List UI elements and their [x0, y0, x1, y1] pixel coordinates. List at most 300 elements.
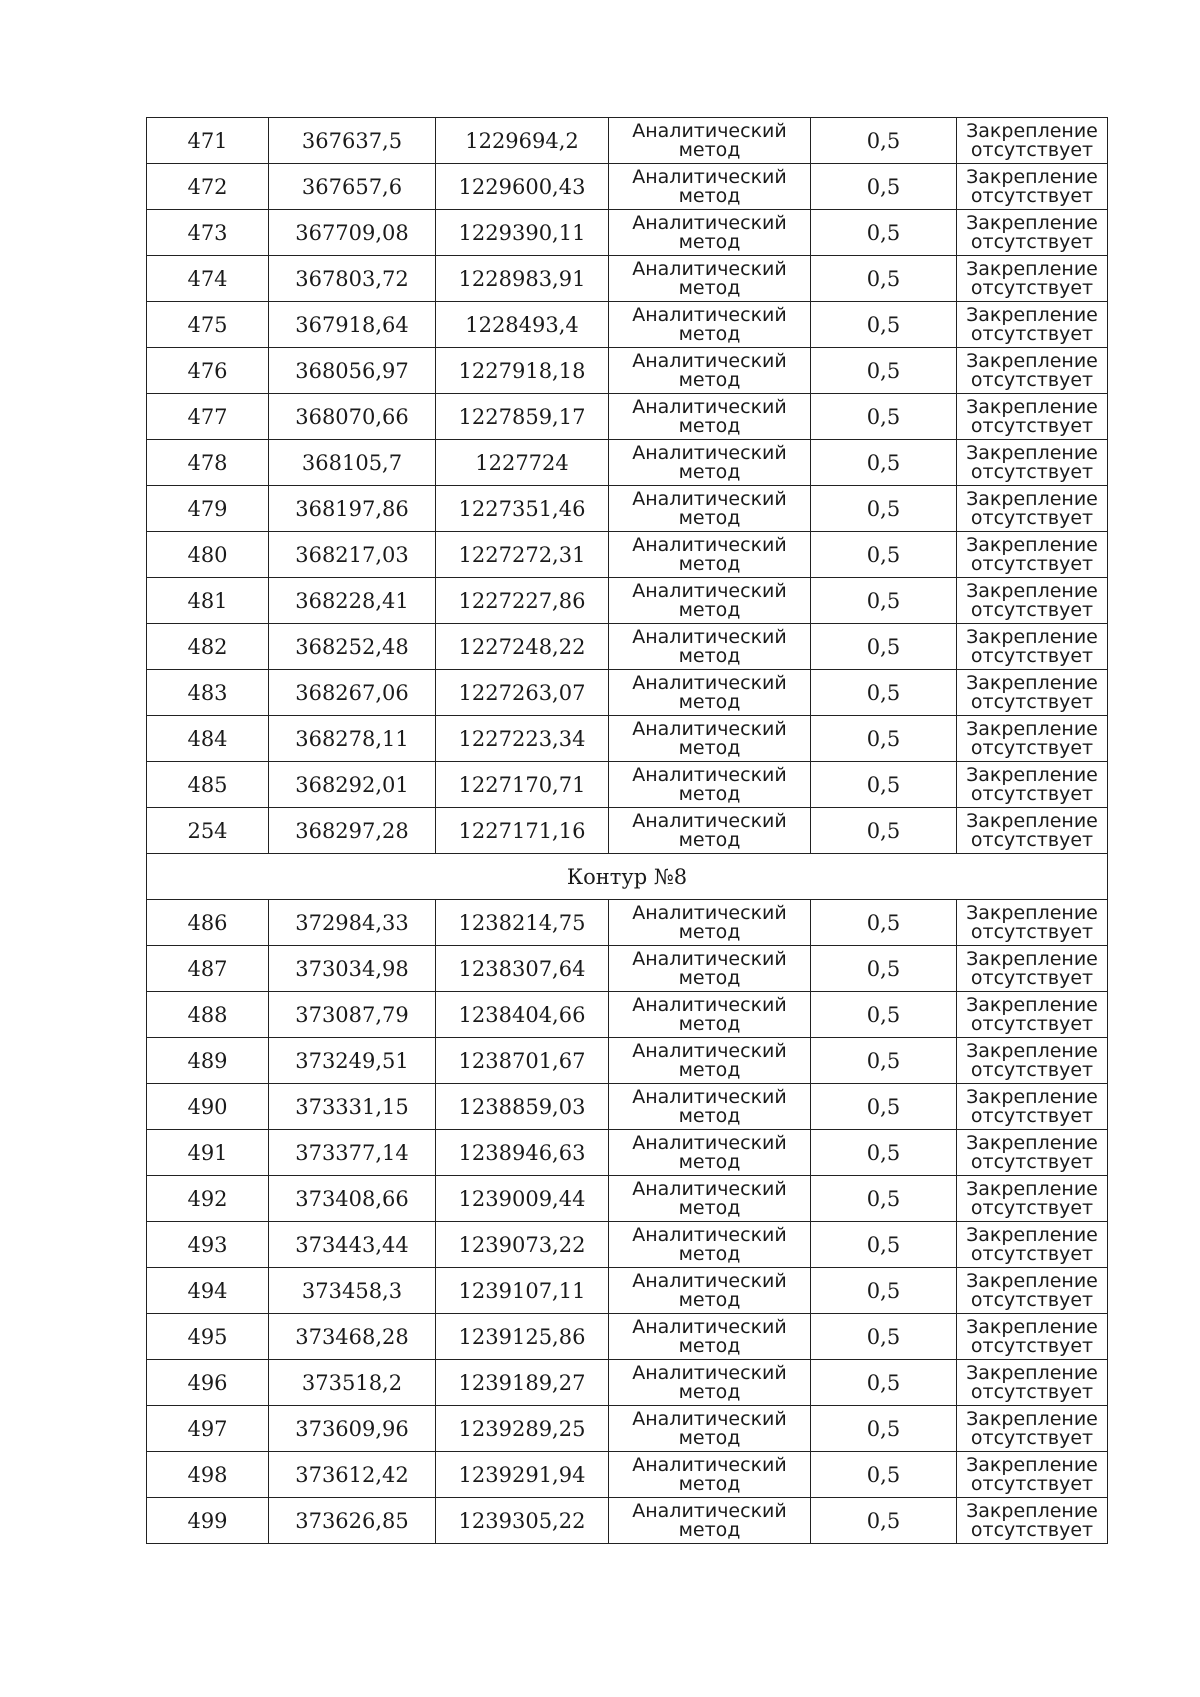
point-number-cell: 482: [147, 624, 269, 670]
fixing-cell-line: отсутствует: [970, 414, 1094, 437]
fixing-cell-line: Закрепление: [966, 303, 1098, 326]
fixing-cell-line: отсутствует: [970, 552, 1094, 575]
y-coordinate-cell: 1238946,63: [436, 1130, 609, 1176]
method-cell-line: Аналитический: [632, 809, 787, 832]
error-cell: 0,5: [811, 762, 957, 808]
fixing-cell-line: отсутствует: [970, 1518, 1094, 1541]
x-coordinate-cell: 368217,03: [269, 532, 436, 578]
point-number-cell: 491: [147, 1130, 269, 1176]
y-coordinate-cell: 1239125,86: [436, 1314, 609, 1360]
point-number-cell: 471: [147, 118, 269, 164]
fixing-cell-line: отсутствует: [970, 690, 1094, 713]
coordinates-table-body: [147, 118, 1108, 1544]
table-row: [147, 992, 1108, 1038]
method-cell: [609, 118, 811, 164]
point-number-cell: 480: [147, 532, 269, 578]
fixing-cell-line: отсутствует: [970, 1426, 1094, 1449]
method-cell-line: метод: [678, 1012, 741, 1035]
fixing-cell: [957, 992, 1108, 1038]
table-row: [147, 1498, 1108, 1544]
table-row: [147, 1176, 1108, 1222]
error-cell: 0,5: [811, 118, 957, 164]
error-cell: 0,5: [811, 900, 957, 946]
fixing-cell-line: Закрепление: [966, 1223, 1098, 1246]
method-cell-line: Аналитический: [632, 1269, 787, 1292]
fixing-cell-line: Закрепление: [966, 211, 1098, 234]
method-cell-line: Аналитический: [632, 1085, 787, 1108]
method-cell-line: Аналитический: [632, 671, 787, 694]
y-coordinate-cell: 1239291,94: [436, 1452, 609, 1498]
point-number-cell: 473: [147, 210, 269, 256]
point-number-cell: 488: [147, 992, 269, 1038]
fixing-cell-line: отсутствует: [970, 460, 1094, 483]
point-number-cell: 472: [147, 164, 269, 210]
x-coordinate-cell: 367918,64: [269, 302, 436, 348]
x-coordinate-cell: 367803,72: [269, 256, 436, 302]
error-cell: 0,5: [811, 440, 957, 486]
method-cell-line: Аналитический: [632, 579, 787, 602]
fixing-cell: [957, 1176, 1108, 1222]
method-cell-line: метод: [678, 782, 741, 805]
fixing-cell: [957, 1498, 1108, 1544]
fixing-cell-line: отсутствует: [970, 184, 1094, 207]
table-row: [147, 1360, 1108, 1406]
method-cell-line: Аналитический: [632, 1131, 787, 1154]
method-cell-line: метод: [678, 1150, 741, 1173]
point-number-cell: 499: [147, 1498, 269, 1544]
y-coordinate-cell: 1239189,27: [436, 1360, 609, 1406]
x-coordinate-cell: 368278,11: [269, 716, 436, 762]
fixing-cell-line: отсутствует: [970, 920, 1094, 943]
fixing-cell-line: Закрепление: [966, 1177, 1098, 1200]
method-cell: [609, 1222, 811, 1268]
point-number-cell: 497: [147, 1406, 269, 1452]
method-cell: [609, 716, 811, 762]
method-cell-line: метод: [678, 184, 741, 207]
x-coordinate-cell: 372984,33: [269, 900, 436, 946]
fixing-cell-line: Закрепление: [966, 1315, 1098, 1338]
fixing-cell: [957, 1268, 1108, 1314]
fixing-cell-line: Закрепление: [966, 579, 1098, 602]
x-coordinate-cell: 368267,06: [269, 670, 436, 716]
method-cell: [609, 532, 811, 578]
x-coordinate-cell: 373377,14: [269, 1130, 436, 1176]
fixing-cell-line: отсутствует: [970, 368, 1094, 391]
fixing-cell-line: Закрепление: [966, 487, 1098, 510]
fixing-cell: [957, 1038, 1108, 1084]
fixing-cell: [957, 118, 1108, 164]
fixing-cell-line: Закрепление: [966, 1453, 1098, 1476]
y-coordinate-cell: 1229694,2: [436, 118, 609, 164]
y-coordinate-cell: 1228493,4: [436, 302, 609, 348]
method-cell: [609, 1130, 811, 1176]
x-coordinate-cell: 368292,01: [269, 762, 436, 808]
method-cell: [609, 1314, 811, 1360]
fixing-cell-line: Закрепление: [966, 947, 1098, 970]
method-cell: [609, 670, 811, 716]
fixing-cell: [957, 1130, 1108, 1176]
table-row: [147, 762, 1108, 808]
error-cell: 0,5: [811, 1130, 957, 1176]
fixing-cell-line: отсутствует: [970, 322, 1094, 345]
point-number-cell: 495: [147, 1314, 269, 1360]
fixing-cell: [957, 670, 1108, 716]
section-title: Контур №8: [147, 854, 1108, 900]
method-cell-line: метод: [678, 506, 741, 529]
y-coordinate-cell: 1239305,22: [436, 1498, 609, 1544]
fixing-cell: [957, 440, 1108, 486]
method-cell-line: метод: [678, 598, 741, 621]
method-cell-line: Аналитический: [632, 1453, 787, 1476]
method-cell: [609, 1038, 811, 1084]
x-coordinate-cell: 373087,79: [269, 992, 436, 1038]
fixing-cell-line: отсутствует: [970, 598, 1094, 621]
method-cell: [609, 348, 811, 394]
y-coordinate-cell: 1227351,46: [436, 486, 609, 532]
fixing-cell: [957, 302, 1108, 348]
fixing-cell: [957, 1084, 1108, 1130]
coordinates-table: [146, 117, 1108, 1544]
fixing-cell-line: отсутствует: [970, 1380, 1094, 1403]
fixing-cell-line: Закрепление: [966, 119, 1098, 142]
method-cell-line: Аналитический: [632, 625, 787, 648]
fixing-cell-line: отсутствует: [970, 1012, 1094, 1035]
method-cell-line: Аналитический: [632, 165, 787, 188]
method-cell-line: метод: [678, 736, 741, 759]
y-coordinate-cell: 1227263,07: [436, 670, 609, 716]
point-number-cell: 254: [147, 808, 269, 854]
table-row: [147, 348, 1108, 394]
method-cell-line: Аналитический: [632, 257, 787, 280]
fixing-cell: [957, 532, 1108, 578]
method-cell: [609, 1498, 811, 1544]
method-cell-line: Аналитический: [632, 303, 787, 326]
fixing-cell: [957, 946, 1108, 992]
fixing-cell: [957, 1406, 1108, 1452]
table-row: [147, 1452, 1108, 1498]
method-cell-line: метод: [678, 1196, 741, 1219]
fixing-cell: [957, 210, 1108, 256]
error-cell: 0,5: [811, 210, 957, 256]
x-coordinate-cell: 373609,96: [269, 1406, 436, 1452]
fixing-cell-line: Закрепление: [966, 993, 1098, 1016]
method-cell-line: метод: [678, 1380, 741, 1403]
table-row: [147, 440, 1108, 486]
method-cell-line: Аналитический: [632, 763, 787, 786]
point-number-cell: 478: [147, 440, 269, 486]
point-number-cell: 479: [147, 486, 269, 532]
fixing-cell-line: отсутствует: [970, 1196, 1094, 1219]
point-number-cell: 494: [147, 1268, 269, 1314]
method-cell-line: Аналитический: [632, 533, 787, 556]
x-coordinate-cell: 373626,85: [269, 1498, 436, 1544]
error-cell: 0,5: [811, 164, 957, 210]
fixing-cell-line: отсутствует: [970, 1104, 1094, 1127]
method-cell-line: Аналитический: [632, 1177, 787, 1200]
x-coordinate-cell: 368297,28: [269, 808, 436, 854]
method-cell-line: метод: [678, 1426, 741, 1449]
point-number-cell: 476: [147, 348, 269, 394]
x-coordinate-cell: 367709,08: [269, 210, 436, 256]
fixing-cell: [957, 394, 1108, 440]
fixing-cell-line: Закрепление: [966, 395, 1098, 418]
x-coordinate-cell: 368105,7: [269, 440, 436, 486]
method-cell-line: метод: [678, 1242, 741, 1265]
method-cell-line: Аналитический: [632, 1407, 787, 1430]
method-cell: [609, 1268, 811, 1314]
fixing-cell-line: отсутствует: [970, 138, 1094, 161]
point-number-cell: 498: [147, 1452, 269, 1498]
table-row: [147, 1038, 1108, 1084]
table-row: [147, 302, 1108, 348]
error-cell: 0,5: [811, 1038, 957, 1084]
x-coordinate-cell: 373458,3: [269, 1268, 436, 1314]
method-cell-line: метод: [678, 460, 741, 483]
x-coordinate-cell: 367657,6: [269, 164, 436, 210]
fixing-cell: [957, 348, 1108, 394]
y-coordinate-cell: 1227918,18: [436, 348, 609, 394]
method-cell-line: метод: [678, 1058, 741, 1081]
method-cell-line: метод: [678, 138, 741, 161]
fixing-cell-line: Закрепление: [966, 257, 1098, 280]
method-cell-line: Аналитический: [632, 211, 787, 234]
error-cell: 0,5: [811, 716, 957, 762]
table-row: [147, 532, 1108, 578]
table-row: [147, 1406, 1108, 1452]
method-cell: [609, 992, 811, 1038]
fixing-cell-line: отсутствует: [970, 644, 1094, 667]
fixing-cell-line: Закрепление: [966, 441, 1098, 464]
x-coordinate-cell: 373518,2: [269, 1360, 436, 1406]
fixing-cell-line: отсутствует: [970, 1150, 1094, 1173]
table-row: [147, 394, 1108, 440]
method-cell: [609, 762, 811, 808]
method-cell-line: метод: [678, 1472, 741, 1495]
method-cell-line: метод: [678, 552, 741, 575]
point-number-cell: 483: [147, 670, 269, 716]
fixing-cell-line: отсутствует: [970, 1058, 1094, 1081]
point-number-cell: 481: [147, 578, 269, 624]
error-cell: 0,5: [811, 1176, 957, 1222]
fixing-cell-line: отсутствует: [970, 1472, 1094, 1495]
error-cell: 0,5: [811, 1498, 957, 1544]
point-number-cell: 485: [147, 762, 269, 808]
method-cell-line: метод: [678, 322, 741, 345]
point-number-cell: 486: [147, 900, 269, 946]
y-coordinate-cell: 1239073,22: [436, 1222, 609, 1268]
error-cell: 0,5: [811, 1452, 957, 1498]
y-coordinate-cell: 1238701,67: [436, 1038, 609, 1084]
method-cell: [609, 256, 811, 302]
method-cell: [609, 578, 811, 624]
method-cell: [609, 1452, 811, 1498]
x-coordinate-cell: 368252,48: [269, 624, 436, 670]
y-coordinate-cell: 1239107,11: [436, 1268, 609, 1314]
fixing-cell: [957, 900, 1108, 946]
y-coordinate-cell: 1227227,86: [436, 578, 609, 624]
table-row: [147, 670, 1108, 716]
x-coordinate-cell: 373612,42: [269, 1452, 436, 1498]
fixing-cell: [957, 1452, 1108, 1498]
fixing-cell-line: Закрепление: [966, 671, 1098, 694]
x-coordinate-cell: 373249,51: [269, 1038, 436, 1084]
method-cell: [609, 624, 811, 670]
method-cell-line: метод: [678, 690, 741, 713]
table-row: [147, 900, 1108, 946]
fixing-cell-line: отсутствует: [970, 1288, 1094, 1311]
method-cell-line: метод: [678, 1518, 741, 1541]
fixing-cell-line: отсутствует: [970, 506, 1094, 529]
x-coordinate-cell: 368056,97: [269, 348, 436, 394]
method-cell-line: метод: [678, 1334, 741, 1357]
y-coordinate-cell: 1239009,44: [436, 1176, 609, 1222]
table-row: [147, 578, 1108, 624]
fixing-cell-line: отсутствует: [970, 736, 1094, 759]
point-number-cell: 496: [147, 1360, 269, 1406]
y-coordinate-cell: 1227724: [436, 440, 609, 486]
point-number-cell: 489: [147, 1038, 269, 1084]
method-cell-line: метод: [678, 368, 741, 391]
y-coordinate-cell: 1239289,25: [436, 1406, 609, 1452]
method-cell-line: метод: [678, 966, 741, 989]
method-cell: [609, 1406, 811, 1452]
fixing-cell-line: Закрепление: [966, 165, 1098, 188]
fixing-cell-line: Закрепление: [966, 717, 1098, 740]
y-coordinate-cell: 1227223,34: [436, 716, 609, 762]
method-cell-line: Аналитический: [632, 717, 787, 740]
method-cell: [609, 1176, 811, 1222]
method-cell: [609, 900, 811, 946]
y-coordinate-cell: 1227272,31: [436, 532, 609, 578]
point-number-cell: 484: [147, 716, 269, 762]
method-cell-line: Аналитический: [632, 947, 787, 970]
method-cell: [609, 486, 811, 532]
method-cell-line: метод: [678, 1104, 741, 1127]
method-cell-line: Аналитический: [632, 1315, 787, 1338]
fixing-cell: [957, 808, 1108, 854]
table-row: [147, 118, 1108, 164]
x-coordinate-cell: 373034,98: [269, 946, 436, 992]
point-number-cell: 493: [147, 1222, 269, 1268]
y-coordinate-cell: 1227248,22: [436, 624, 609, 670]
method-cell-line: Аналитический: [632, 487, 787, 510]
error-cell: 0,5: [811, 1360, 957, 1406]
y-coordinate-cell: 1229600,43: [436, 164, 609, 210]
method-cell-line: метод: [678, 230, 741, 253]
fixing-cell: [957, 624, 1108, 670]
error-cell: 0,5: [811, 394, 957, 440]
y-coordinate-cell: 1238307,64: [436, 946, 609, 992]
fixing-cell: [957, 716, 1108, 762]
point-number-cell: 474: [147, 256, 269, 302]
method-cell-line: метод: [678, 1288, 741, 1311]
x-coordinate-cell: 373468,28: [269, 1314, 436, 1360]
error-cell: 0,5: [811, 256, 957, 302]
x-coordinate-cell: 368228,41: [269, 578, 436, 624]
error-cell: 0,5: [811, 1084, 957, 1130]
method-cell-line: Аналитический: [632, 119, 787, 142]
fixing-cell-line: отсутствует: [970, 1242, 1094, 1265]
fixing-cell-line: Закрепление: [966, 1499, 1098, 1522]
method-cell-line: метод: [678, 276, 741, 299]
method-cell-line: Аналитический: [632, 349, 787, 372]
fixing-cell-line: отсутствует: [970, 828, 1094, 851]
x-coordinate-cell: 368197,86: [269, 486, 436, 532]
fixing-cell-line: Закрепление: [966, 1085, 1098, 1108]
fixing-cell: [957, 256, 1108, 302]
fixing-cell-line: Закрепление: [966, 1039, 1098, 1062]
y-coordinate-cell: 1228983,91: [436, 256, 609, 302]
y-coordinate-cell: 1227170,71: [436, 762, 609, 808]
y-coordinate-cell: 1229390,11: [436, 210, 609, 256]
point-number-cell: 492: [147, 1176, 269, 1222]
y-coordinate-cell: 1238859,03: [436, 1084, 609, 1130]
method-cell: [609, 164, 811, 210]
error-cell: 0,5: [811, 992, 957, 1038]
fixing-cell-line: Закрепление: [966, 1269, 1098, 1292]
error-cell: 0,5: [811, 1314, 957, 1360]
fixing-cell-line: Закрепление: [966, 1361, 1098, 1384]
section-row: [147, 854, 1108, 900]
method-cell-line: Аналитический: [632, 993, 787, 1016]
method-cell: [609, 440, 811, 486]
fixing-cell-line: Закрепление: [966, 1131, 1098, 1154]
fixing-cell-line: Закрепление: [966, 901, 1098, 924]
method-cell-line: Аналитический: [632, 1039, 787, 1062]
table-row: [147, 946, 1108, 992]
method-cell: [609, 808, 811, 854]
fixing-cell-line: Закрепление: [966, 1407, 1098, 1430]
fixing-cell-line: отсутствует: [970, 1334, 1094, 1357]
method-cell-line: метод: [678, 920, 741, 943]
y-coordinate-cell: 1238404,66: [436, 992, 609, 1038]
x-coordinate-cell: 367637,5: [269, 118, 436, 164]
x-coordinate-cell: 373408,66: [269, 1176, 436, 1222]
method-cell-line: метод: [678, 828, 741, 851]
fixing-cell-line: Закрепление: [966, 349, 1098, 372]
method-cell: [609, 1360, 811, 1406]
table-row: [147, 1130, 1108, 1176]
error-cell: 0,5: [811, 348, 957, 394]
error-cell: 0,5: [811, 302, 957, 348]
method-cell-line: Аналитический: [632, 901, 787, 924]
table-row: [147, 1084, 1108, 1130]
error-cell: 0,5: [811, 946, 957, 992]
method-cell-line: Аналитический: [632, 1361, 787, 1384]
error-cell: 0,5: [811, 532, 957, 578]
fixing-cell-line: Закрепление: [966, 625, 1098, 648]
x-coordinate-cell: 373443,44: [269, 1222, 436, 1268]
fixing-cell-line: отсутствует: [970, 782, 1094, 805]
point-number-cell: 475: [147, 302, 269, 348]
method-cell-line: Аналитический: [632, 1499, 787, 1522]
method-cell: [609, 210, 811, 256]
error-cell: 0,5: [811, 1268, 957, 1314]
table-row: [147, 624, 1108, 670]
y-coordinate-cell: 1238214,75: [436, 900, 609, 946]
point-number-cell: 490: [147, 1084, 269, 1130]
fixing-cell: [957, 1360, 1108, 1406]
y-coordinate-cell: 1227171,16: [436, 808, 609, 854]
table-row: [147, 716, 1108, 762]
fixing-cell: [957, 486, 1108, 532]
fixing-cell-line: отсутствует: [970, 276, 1094, 299]
fixing-cell: [957, 1222, 1108, 1268]
fixing-cell: [957, 164, 1108, 210]
method-cell: [609, 394, 811, 440]
fixing-cell-line: Закрепление: [966, 763, 1098, 786]
fixing-cell-line: отсутствует: [970, 230, 1094, 253]
